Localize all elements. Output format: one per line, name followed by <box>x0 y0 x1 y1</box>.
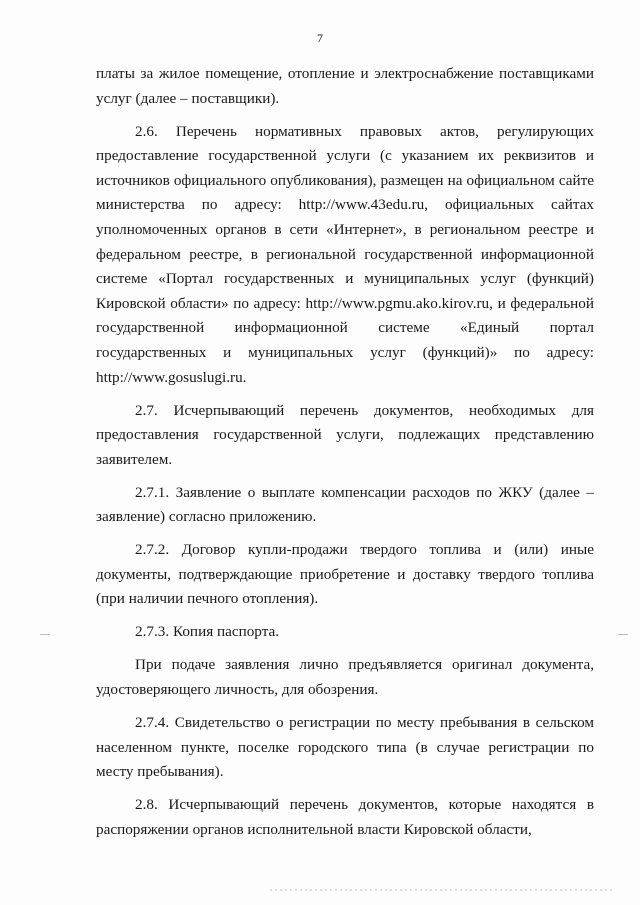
paragraph-2-7-3: 2.7.3. Копия паспорта. <box>135 623 280 641</box>
paragraph-2-7: 2.7. Исчерпывающий перечень документов, необходимых для предоставления государственной услуги, подлежащих представлению заявителем. <box>96 401 594 468</box>
paragraph-2-7-4: 2.7.4. Свидетельство о регистрации по месту пребывания в сельском населенном пункте, поселке городского типа (в случае регистрации по месту пребывания). <box>96 713 594 781</box>
paragraph-2-7-2: 2.7.2. Договор купли-продажи твердого топлива и (или) иные документы, подтверждающие приобретение и доставку твердого топлива (при наличии печного отопления). <box>96 541 594 608</box>
document-body <box>96 62 594 851</box>
paragraph-2-6: 2.6. Перечень нормативных правовых актов, регулирующих предоставление государственной услуги (с указанием их реквизитов и источников официального опубликования), размещен на официальном сайте министерства по адресу: http://www.43edu.ru, официальных сайтах уполномоченных органов в сети «Интернет», в региональном реестре и федеральном реестре, в региональной государственной информационной системе «Портал государственных и муниципальных услуг (функций) Кировской области» по адресу: http://www.pgmu.ako.kirov.ru, и федеральной государственной информационной системе «Единый портал государственных и муниципальных услуг (функций)» по адресу: http://www.gosuslugi.ru. <box>96 122 594 386</box>
scan-edge-mark <box>618 634 628 635</box>
scan-edge-mark <box>40 634 50 635</box>
paragraph-2-8: 2.8. Исчерпывающий перечень документов, которые находятся в распоряжении органов исполнительной власти Кировской области, <box>96 796 594 838</box>
paragraph-2-7-1: 2.7.1. Заявление о выплате компенсации расходов по ЖКУ (далее – заявление) согласно приложению. <box>96 483 594 526</box>
paragraph-continuation: платы за жилое помещение, отопление и электроснабжение поставщиками услуг (далее – поставщики). <box>96 65 594 107</box>
paragraph-passport-note: При подаче заявления лично предъявляется оригинал документа, удостоверяющего личность, для обозрения. <box>96 656 594 698</box>
page-number: 7 <box>317 31 323 45</box>
scan-artifact-line <box>270 889 615 891</box>
